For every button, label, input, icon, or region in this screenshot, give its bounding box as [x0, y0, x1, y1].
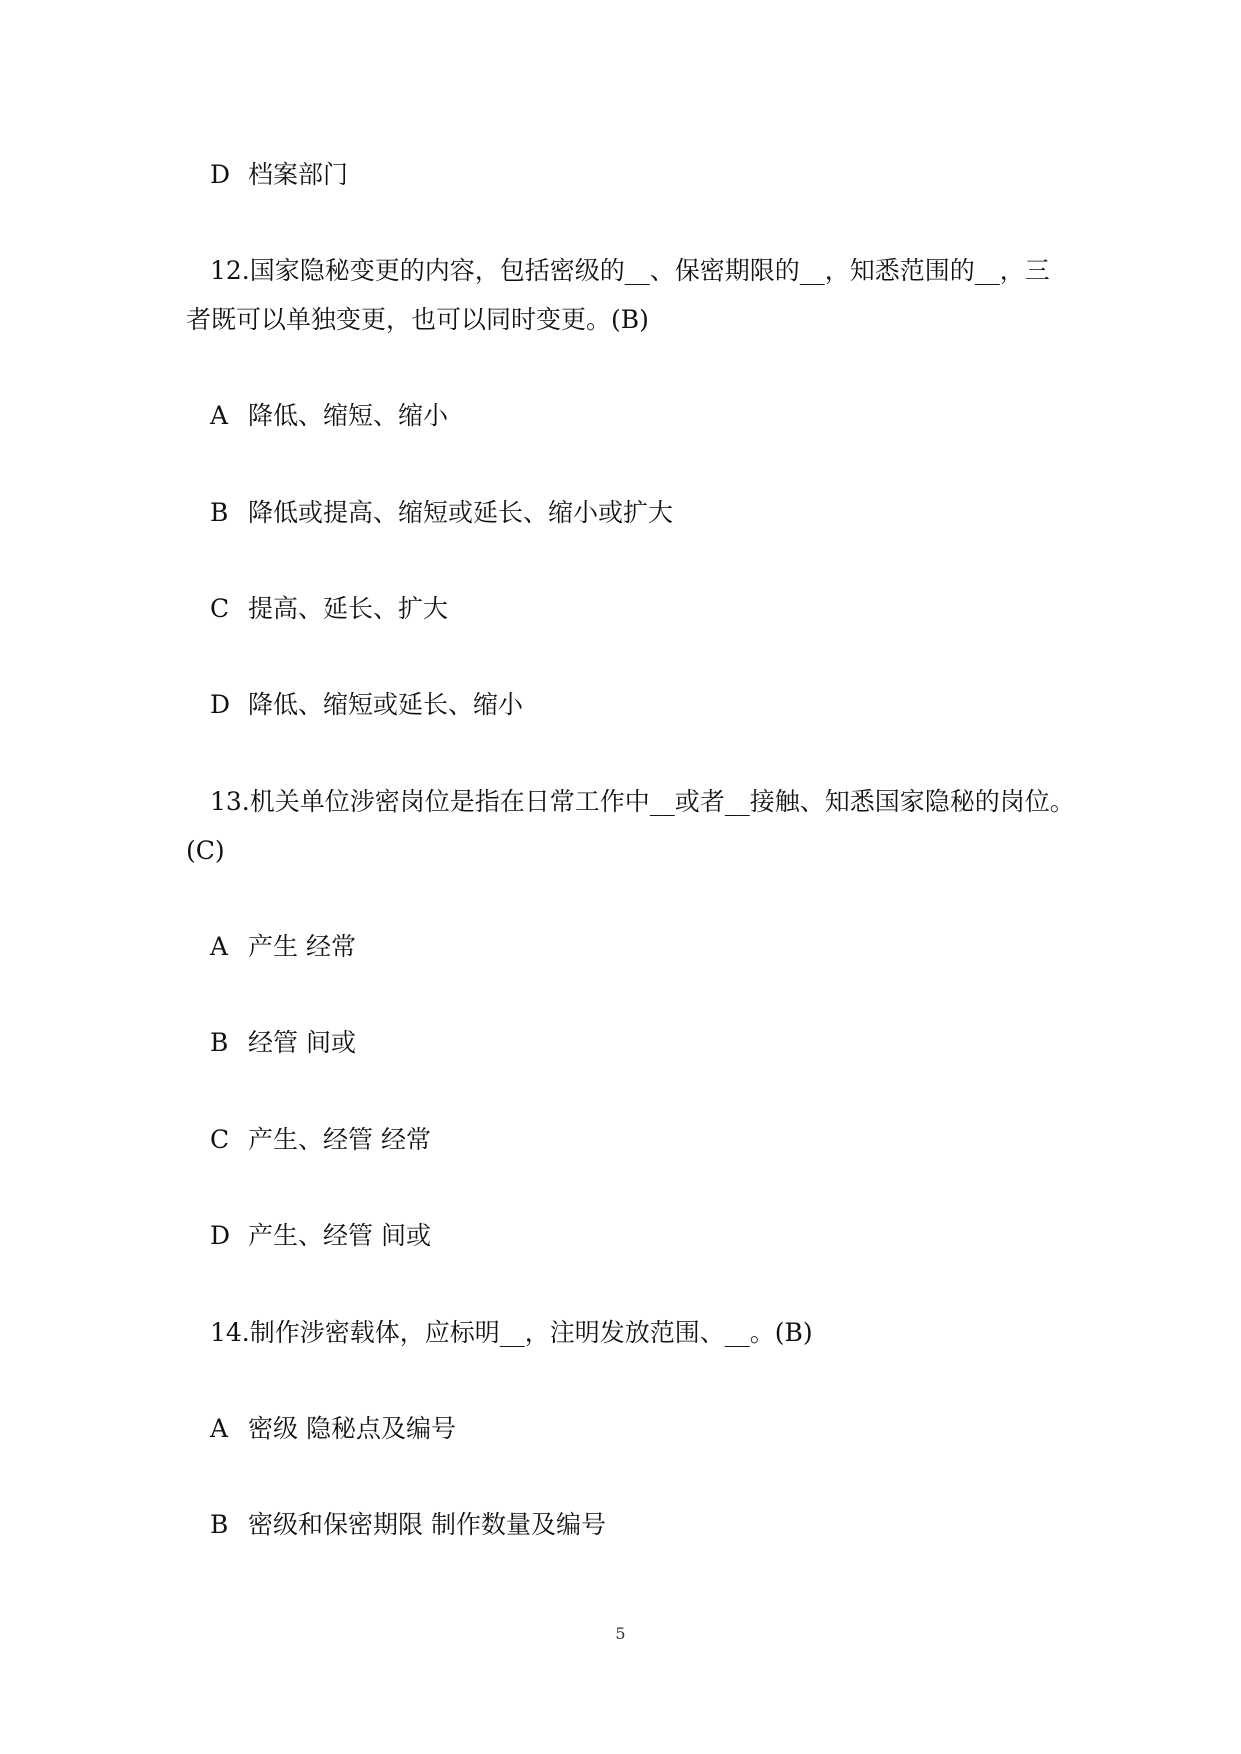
option-text: 降低或提高、缩短或延长、缩小或扩大	[248, 498, 674, 527]
option-text: 降低、缩短、缩小	[248, 401, 449, 430]
question-12-line-2: 者既可以单独变更，也可以同时变更。(B)	[186, 305, 649, 334]
q12-option-b	[210, 496, 673, 530]
option-text: 经管 间或	[248, 1028, 356, 1057]
option-text: 密级 隐秘点及编号	[248, 1414, 456, 1443]
q12-option-c	[210, 592, 448, 626]
option-d-prev	[210, 158, 348, 192]
option-letter: A	[210, 1414, 229, 1443]
option-letter: D	[210, 690, 231, 719]
q14-option-a	[210, 1412, 456, 1446]
q14-option-b	[210, 1508, 606, 1542]
option-letter: A	[210, 932, 229, 961]
option-letter: A	[210, 401, 229, 430]
q13-option-c	[210, 1123, 431, 1157]
option-text: 档案部门	[248, 160, 349, 189]
option-letter: D	[210, 1221, 231, 1250]
option-letter: B	[210, 1510, 229, 1539]
option-text: 产生、经管 间或	[248, 1221, 431, 1250]
option-text: 产生、经管 经常	[248, 1125, 431, 1154]
option-text: 提高、延长、扩大	[248, 594, 449, 623]
option-text: 降低、缩短或延长、缩小	[248, 690, 524, 719]
question-12-line-1: 12.国家隐秘变更的内容，包括密级的__、保密期限的__，知悉范围的__，三	[210, 256, 1050, 285]
q13-option-d	[210, 1219, 431, 1253]
option-letter: C	[210, 1125, 230, 1154]
option-letter: C	[210, 594, 230, 623]
question-13-line-1: 13.机关单位涉密岗位是指在日常工作中__或者__接触、知悉国家隐秘的岗位。	[210, 787, 1075, 816]
option-letter: D	[210, 160, 231, 189]
question-14-line-1: 14.制作涉密载体，应标明__，注明发放范围、__。(B)	[210, 1318, 813, 1347]
option-text: 产生 经常	[248, 932, 356, 961]
q13-option-b	[210, 1026, 356, 1060]
page-number: 5	[615, 1624, 626, 1643]
question-13-line-2: (C)	[186, 836, 225, 865]
option-letter: B	[210, 498, 229, 527]
q13-option-a	[210, 930, 356, 964]
q12-option-d	[210, 688, 523, 722]
option-text: 密级和保密期限 制作数量及编号	[248, 1510, 606, 1539]
q12-option-a	[210, 399, 448, 433]
option-letter: B	[210, 1028, 229, 1057]
